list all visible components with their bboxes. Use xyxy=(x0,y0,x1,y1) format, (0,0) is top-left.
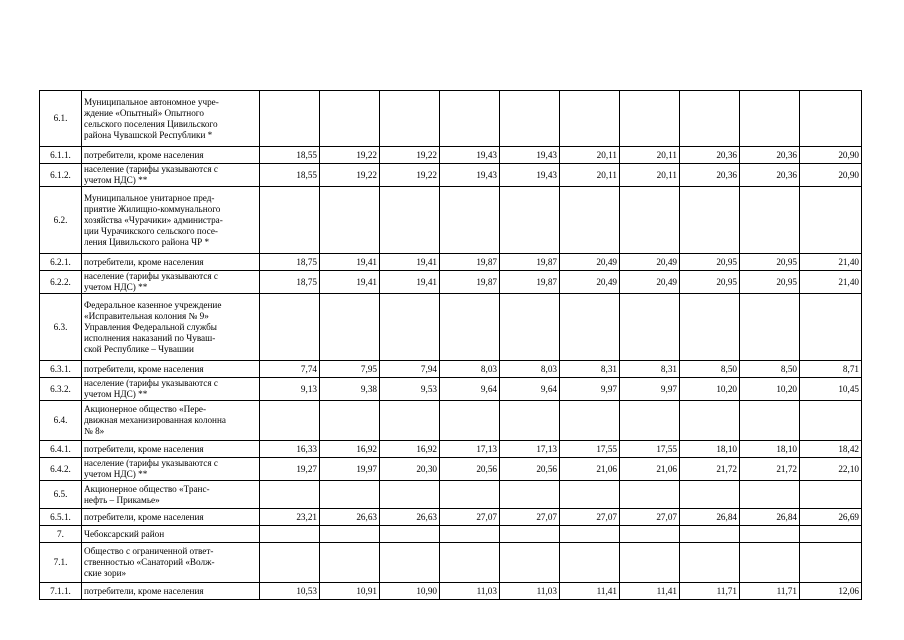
row-name: население (тарифы указываются с учетом НДС) ** xyxy=(82,271,260,294)
tariff-value-cell: 27,07 xyxy=(560,509,620,526)
tariff-value-cell xyxy=(320,543,380,583)
tariff-value-cell xyxy=(800,401,862,441)
tariff-value-cell: 8,50 xyxy=(740,361,800,378)
tariff-value-cell: 19,43 xyxy=(440,147,500,164)
table-body xyxy=(40,91,862,600)
tariff-value-cell xyxy=(320,294,380,361)
tariff-table xyxy=(39,90,862,600)
tariff-value-cell xyxy=(740,401,800,441)
row-name: Акционерное общество «Пере- движная механизированная колонна № 8» xyxy=(82,401,260,441)
tariff-value-cell xyxy=(440,543,500,583)
tariff-value-cell: 16,33 xyxy=(260,441,320,458)
tariff-value-cell: 10,53 xyxy=(260,583,320,600)
tariff-value-cell: 21,06 xyxy=(560,458,620,481)
row-name: Муниципальное автономное учре- ждение «Опытный» Опытного сельского поселения Цивильского района Чувашской Республики * xyxy=(82,91,260,147)
tariff-value-cell: 21,06 xyxy=(620,458,680,481)
row-name: потребители, кроме населения xyxy=(82,254,260,271)
tariff-value-cell xyxy=(260,543,320,583)
row-code: 6.1.2. xyxy=(40,164,82,187)
tariff-value-cell: 20,49 xyxy=(620,271,680,294)
tariff-value-cell xyxy=(500,187,560,254)
tariff-value-cell: 20,95 xyxy=(740,271,800,294)
tariff-value-cell xyxy=(560,526,620,543)
tariff-value-cell xyxy=(500,401,560,441)
tariff-value-cell: 26,63 xyxy=(320,509,380,526)
tariff-value-cell xyxy=(800,526,862,543)
tariff-value-cell: 20,90 xyxy=(800,147,862,164)
tariff-value-cell xyxy=(680,187,740,254)
tariff-value-cell: 18,42 xyxy=(800,441,862,458)
tariff-value-cell: 11,41 xyxy=(560,583,620,600)
table-row xyxy=(40,294,862,361)
tariff-value-cell: 20,11 xyxy=(560,164,620,187)
tariff-value-cell: 20,11 xyxy=(620,164,680,187)
tariff-value-cell: 19,87 xyxy=(440,271,500,294)
tariff-value-cell: 20,56 xyxy=(500,458,560,481)
tariff-value-cell: 19,87 xyxy=(500,271,560,294)
tariff-value-cell: 9,53 xyxy=(380,378,440,401)
row-code: 7.1.1. xyxy=(40,583,82,600)
tariff-value-cell xyxy=(560,187,620,254)
tariff-value-cell: 19,41 xyxy=(320,271,380,294)
row-name: потребители, кроме населения xyxy=(82,361,260,378)
tariff-value-cell xyxy=(800,91,862,147)
tariff-value-cell: 20,30 xyxy=(380,458,440,481)
table-row xyxy=(40,543,862,583)
tariff-value-cell: 20,36 xyxy=(740,147,800,164)
tariff-value-cell xyxy=(380,526,440,543)
tariff-value-cell xyxy=(380,401,440,441)
tariff-value-cell xyxy=(740,91,800,147)
tariff-value-cell: 17,55 xyxy=(560,441,620,458)
tariff-value-cell: 18,55 xyxy=(260,164,320,187)
tariff-value-cell: 20,49 xyxy=(560,271,620,294)
tariff-value-cell xyxy=(560,91,620,147)
tariff-value-cell xyxy=(380,187,440,254)
tariff-value-cell xyxy=(620,294,680,361)
tariff-value-cell xyxy=(440,91,500,147)
tariff-value-cell xyxy=(440,187,500,254)
tariff-value-cell xyxy=(260,526,320,543)
tariff-value-cell: 20,95 xyxy=(740,254,800,271)
tariff-value-cell: 26,84 xyxy=(740,509,800,526)
tariff-value-cell: 27,07 xyxy=(440,509,500,526)
tariff-value-cell xyxy=(320,91,380,147)
tariff-value-cell: 8,50 xyxy=(680,361,740,378)
table-row xyxy=(40,254,862,271)
tariff-value-cell: 21,40 xyxy=(800,254,862,271)
tariff-value-cell: 19,43 xyxy=(440,164,500,187)
tariff-value-cell xyxy=(500,294,560,361)
tariff-value-cell: 18,55 xyxy=(260,147,320,164)
tariff-value-cell: 17,55 xyxy=(620,441,680,458)
tariff-value-cell: 19,87 xyxy=(500,254,560,271)
row-name: Чебоксарский район xyxy=(82,526,260,543)
tariff-value-cell xyxy=(620,526,680,543)
tariff-value-cell: 19,41 xyxy=(380,271,440,294)
tariff-value-cell xyxy=(440,481,500,509)
tariff-value-cell xyxy=(500,481,560,509)
table-row xyxy=(40,509,862,526)
table-row xyxy=(40,361,862,378)
tariff-value-cell xyxy=(800,294,862,361)
tariff-value-cell: 26,84 xyxy=(680,509,740,526)
tariff-value-cell: 20,49 xyxy=(560,254,620,271)
tariff-value-cell: 8,03 xyxy=(500,361,560,378)
row-name: население (тарифы указываются с учетом НДС) ** xyxy=(82,458,260,481)
tariff-value-cell: 18,75 xyxy=(260,271,320,294)
tariff-value-cell: 11,71 xyxy=(740,583,800,600)
tariff-value-cell: 23,21 xyxy=(260,509,320,526)
tariff-value-cell xyxy=(500,91,560,147)
row-code: 6.4.2. xyxy=(40,458,82,481)
tariff-value-cell: 20,49 xyxy=(620,254,680,271)
tariff-value-cell xyxy=(740,187,800,254)
table-row xyxy=(40,147,862,164)
row-name: Федеральное казенное учреждение «Исправительная колония № 9» Управления Федеральной службы исполнения наказаний по Чуваш- ской Республике – Чувашии xyxy=(82,294,260,361)
tariff-value-cell xyxy=(680,543,740,583)
tariff-value-cell xyxy=(380,481,440,509)
table-row xyxy=(40,164,862,187)
tariff-value-cell xyxy=(740,294,800,361)
row-name: потребители, кроме населения xyxy=(82,441,260,458)
tariff-value-cell xyxy=(440,526,500,543)
tariff-value-cell: 20,56 xyxy=(440,458,500,481)
tariff-value-cell xyxy=(260,294,320,361)
tariff-value-cell: 19,87 xyxy=(440,254,500,271)
tariff-value-cell xyxy=(260,481,320,509)
tariff-value-cell: 9,13 xyxy=(260,378,320,401)
tariff-value-cell: 9,97 xyxy=(560,378,620,401)
table-row xyxy=(40,378,862,401)
tariff-value-cell xyxy=(560,481,620,509)
tariff-value-cell: 11,41 xyxy=(620,583,680,600)
tariff-value-cell xyxy=(620,91,680,147)
row-code: 6.4. xyxy=(40,401,82,441)
tariff-value-cell: 11,71 xyxy=(680,583,740,600)
tariff-value-cell: 20,36 xyxy=(680,147,740,164)
tariff-value-cell xyxy=(620,543,680,583)
tariff-value-cell xyxy=(320,401,380,441)
tariff-value-cell xyxy=(680,294,740,361)
tariff-value-cell xyxy=(380,294,440,361)
tariff-value-cell xyxy=(260,401,320,441)
tariff-value-cell xyxy=(800,543,862,583)
tariff-value-cell: 27,07 xyxy=(500,509,560,526)
row-code: 6.3.2. xyxy=(40,378,82,401)
table-row xyxy=(40,441,862,458)
tariff-value-cell: 19,22 xyxy=(380,147,440,164)
tariff-value-cell xyxy=(320,481,380,509)
row-code: 6.2. xyxy=(40,187,82,254)
tariff-value-cell: 8,31 xyxy=(560,361,620,378)
tariff-value-cell xyxy=(260,187,320,254)
tariff-value-cell: 9,97 xyxy=(620,378,680,401)
table-row xyxy=(40,583,862,600)
table-row xyxy=(40,271,862,294)
tariff-value-cell: 21,40 xyxy=(800,271,862,294)
table-row xyxy=(40,458,862,481)
tariff-value-cell: 11,03 xyxy=(500,583,560,600)
tariff-value-cell: 19,41 xyxy=(320,254,380,271)
tariff-value-cell xyxy=(440,294,500,361)
row-code: 7.1. xyxy=(40,543,82,583)
tariff-value-cell xyxy=(560,543,620,583)
table-row xyxy=(40,481,862,509)
tariff-value-cell: 10,20 xyxy=(680,378,740,401)
tariff-value-cell: 9,38 xyxy=(320,378,380,401)
tariff-value-cell xyxy=(740,481,800,509)
tariff-value-cell: 20,95 xyxy=(680,271,740,294)
row-name: потребители, кроме населения xyxy=(82,147,260,164)
row-name: Муниципальное унитарное пред- приятие Жилищно-коммунального хозяйства «Чурачики» администра- ции Чурачикского сельского посе- ления Цивильского района ЧР * xyxy=(82,187,260,254)
tariff-value-cell: 19,22 xyxy=(320,164,380,187)
table-row xyxy=(40,187,862,254)
tariff-value-cell: 19,43 xyxy=(500,164,560,187)
tariff-value-cell: 19,97 xyxy=(320,458,380,481)
row-name: население (тарифы указываются с учетом НДС) ** xyxy=(82,164,260,187)
tariff-value-cell xyxy=(620,401,680,441)
tariff-value-cell xyxy=(500,526,560,543)
tariff-value-cell: 17,13 xyxy=(440,441,500,458)
row-code: 6.4.1. xyxy=(40,441,82,458)
tariff-value-cell xyxy=(440,401,500,441)
tariff-value-cell: 20,95 xyxy=(680,254,740,271)
tariff-value-cell xyxy=(680,481,740,509)
tariff-value-cell: 20,11 xyxy=(560,147,620,164)
row-code: 6.3. xyxy=(40,294,82,361)
tariff-value-cell: 20,11 xyxy=(620,147,680,164)
tariff-value-cell: 19,27 xyxy=(260,458,320,481)
tariff-value-cell xyxy=(380,543,440,583)
tariff-value-cell: 26,63 xyxy=(380,509,440,526)
tariff-value-cell xyxy=(620,481,680,509)
tariff-value-cell: 16,92 xyxy=(380,441,440,458)
tariff-value-cell xyxy=(620,187,680,254)
tariff-value-cell: 19,43 xyxy=(500,147,560,164)
row-code: 6.2.2. xyxy=(40,271,82,294)
tariff-value-cell: 26,69 xyxy=(800,509,862,526)
tariff-value-cell xyxy=(680,91,740,147)
tariff-value-cell xyxy=(680,401,740,441)
tariff-value-cell: 7,94 xyxy=(380,361,440,378)
tariff-value-cell xyxy=(740,543,800,583)
tariff-value-cell xyxy=(320,187,380,254)
tariff-value-cell: 9,64 xyxy=(440,378,500,401)
tariff-value-cell: 11,03 xyxy=(440,583,500,600)
tariff-value-cell: 10,20 xyxy=(740,378,800,401)
tariff-value-cell: 21,72 xyxy=(740,458,800,481)
tariff-value-cell: 10,90 xyxy=(380,583,440,600)
tariff-value-cell xyxy=(740,526,800,543)
table-row xyxy=(40,91,862,147)
tariff-value-cell: 19,22 xyxy=(380,164,440,187)
tariff-value-cell: 17,13 xyxy=(500,441,560,458)
tariff-value-cell: 10,91 xyxy=(320,583,380,600)
tariff-value-cell: 7,95 xyxy=(320,361,380,378)
tariff-value-cell: 7,74 xyxy=(260,361,320,378)
tariff-value-cell: 10,45 xyxy=(800,378,862,401)
tariff-value-cell xyxy=(320,526,380,543)
tariff-value-cell xyxy=(800,187,862,254)
row-name: население (тарифы указываются с учетом НДС) ** xyxy=(82,378,260,401)
tariff-value-cell: 20,90 xyxy=(800,164,862,187)
tariff-value-cell: 27,07 xyxy=(620,509,680,526)
row-code: 6.3.1. xyxy=(40,361,82,378)
tariff-value-cell xyxy=(260,91,320,147)
tariff-value-cell: 12,06 xyxy=(800,583,862,600)
tariff-value-cell xyxy=(680,526,740,543)
tariff-value-cell xyxy=(380,91,440,147)
row-name: Общество с ограниченной ответ- ственностью «Санаторий «Волж- ские зори» xyxy=(82,543,260,583)
tariff-value-cell: 20,36 xyxy=(740,164,800,187)
tariff-value-cell: 8,03 xyxy=(440,361,500,378)
tariff-value-cell: 20,36 xyxy=(680,164,740,187)
tariff-value-cell: 19,22 xyxy=(320,147,380,164)
tariff-value-cell xyxy=(560,401,620,441)
tariff-value-cell: 18,10 xyxy=(680,441,740,458)
table-row xyxy=(40,401,862,441)
row-code: 6.1. xyxy=(40,91,82,147)
tariff-value-cell: 8,71 xyxy=(800,361,862,378)
tariff-value-cell: 21,72 xyxy=(680,458,740,481)
table-row xyxy=(40,526,862,543)
tariff-value-cell: 18,10 xyxy=(740,441,800,458)
row-code: 6.2.1. xyxy=(40,254,82,271)
tariff-value-cell: 9,64 xyxy=(500,378,560,401)
tariff-value-cell xyxy=(560,294,620,361)
tariff-value-cell: 8,31 xyxy=(620,361,680,378)
tariff-value-cell: 18,75 xyxy=(260,254,320,271)
tariff-value-cell: 22,10 xyxy=(800,458,862,481)
tariff-value-cell: 19,41 xyxy=(380,254,440,271)
row-code: 6.5.1. xyxy=(40,509,82,526)
row-code: 6.1.1. xyxy=(40,147,82,164)
row-name: Акционерное общество «Транс- нефть – Прикамье» xyxy=(82,481,260,509)
tariff-value-cell xyxy=(800,481,862,509)
row-name: потребители, кроме населения xyxy=(82,583,260,600)
tariff-value-cell xyxy=(500,543,560,583)
row-code: 7. xyxy=(40,526,82,543)
row-name: потребители, кроме населения xyxy=(82,509,260,526)
row-code: 6.5. xyxy=(40,481,82,509)
tariff-value-cell: 16,92 xyxy=(320,441,380,458)
